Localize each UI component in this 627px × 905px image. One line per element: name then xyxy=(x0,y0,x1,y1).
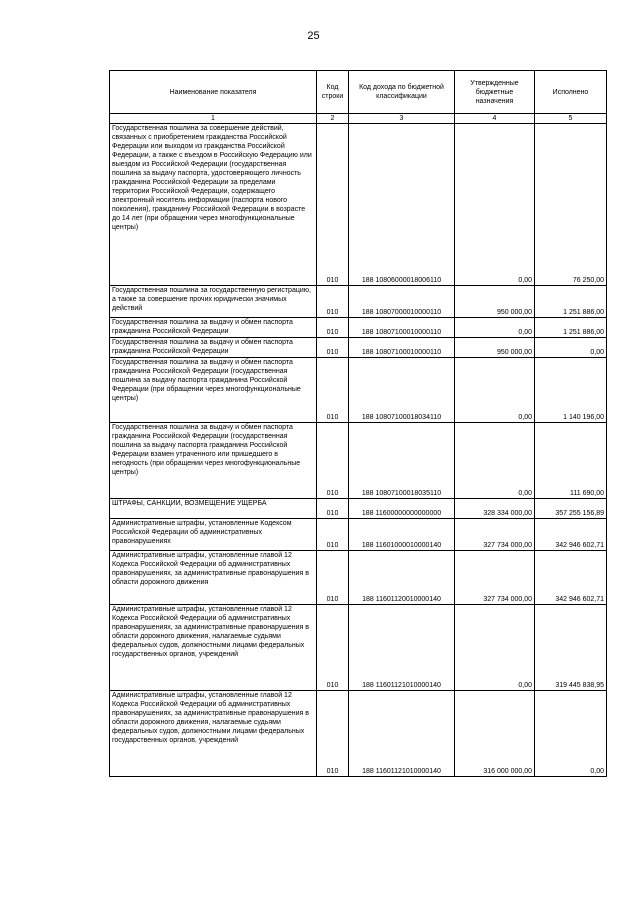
column-number: 4 xyxy=(455,114,535,124)
row-executed: 111 690,00 xyxy=(535,423,607,499)
table-row xyxy=(110,318,607,338)
row-executed: 1 251 886,00 xyxy=(535,318,607,338)
column-number: 1 xyxy=(110,114,317,124)
row-approved: 0,00 xyxy=(455,423,535,499)
row-code: 010 xyxy=(317,318,349,338)
row-code: 010 xyxy=(317,551,349,605)
row-kbk: 188 11601120010000140 xyxy=(349,551,455,605)
row-approved: 950 000,00 xyxy=(455,338,535,358)
table-row xyxy=(110,286,607,318)
header-name: Наименование показателя xyxy=(110,71,317,114)
row-approved: 327 734 000,00 xyxy=(455,519,535,551)
row-executed: 319 445 838,95 xyxy=(535,605,607,691)
row-code: 010 xyxy=(317,499,349,519)
header-row xyxy=(110,71,607,114)
table-row xyxy=(110,605,607,691)
column-number: 3 xyxy=(349,114,455,124)
row-kbk: 188 11601000010000140 xyxy=(349,519,455,551)
row-executed: 76 250,00 xyxy=(535,124,607,286)
row-executed: 342 946 602,71 xyxy=(535,551,607,605)
header-executed: Исполнено xyxy=(535,71,607,114)
row-approved: 0,00 xyxy=(455,124,535,286)
row-code: 010 xyxy=(317,124,349,286)
row-name: Административные штрафы, установленные главой 12 Кодекса Российской Федерации об административных правонарушениях, за административные правонарушения в области дорожного движения xyxy=(110,551,317,605)
row-kbk: 188 10807100010000110 xyxy=(349,318,455,338)
revenue-table xyxy=(109,70,607,777)
column-number-row xyxy=(110,114,607,124)
table-row xyxy=(110,691,607,777)
row-kbk: 188 10807100018034110 xyxy=(349,358,455,423)
column-number: 5 xyxy=(535,114,607,124)
table-row xyxy=(110,519,607,551)
row-code: 010 xyxy=(317,519,349,551)
row-approved: 328 334 000,00 xyxy=(455,499,535,519)
row-kbk: 188 10806000018006110 xyxy=(349,124,455,286)
row-executed: 342 946 602,71 xyxy=(535,519,607,551)
row-kbk: 188 10807100010000110 xyxy=(349,338,455,358)
row-kbk: 188 10807000010000110 xyxy=(349,286,455,318)
table-row xyxy=(110,338,607,358)
row-code: 010 xyxy=(317,691,349,777)
header-approved: Утвержденные бюджетные назначения xyxy=(455,71,535,114)
row-name: Государственная пошлина за совершение действий, связанных с приобретением гражданства Российской Федерации или выходом из гражданства Российской Федерации, а также с въездом в Российскую Федерацию или выездом из Российской Федерации (государственная пошлина за выдачу паспорта, удостоверяющего личность гражданина Российской Федерации за пределами территории Российской Федерации, содержащего электронный носитель информации (паспорта нового поколения), гражданину Российской Федерации в возрасте до 14 лет (при обращении через многофункциональные центры) xyxy=(110,124,317,286)
row-approved: 950 000,00 xyxy=(455,286,535,318)
row-approved: 0,00 xyxy=(455,358,535,423)
row-name: Государственная пошлина за выдачу и обмен паспорта гражданина Российской Федерации xyxy=(110,318,317,338)
row-executed: 357 255 156,89 xyxy=(535,499,607,519)
row-name: Административные штрафы, установленные главой 12 Кодекса Российской Федерации об административных правонарушениях, за административные правонарушения в области дорожного движения, налагаемые судьями федеральных судов, должностными лицами федеральных государственных органов, учреждений xyxy=(110,691,317,777)
row-name: Государственная пошлина за выдачу и обмен паспорта гражданина Российской Федерации xyxy=(110,338,317,358)
row-executed: 0,00 xyxy=(535,338,607,358)
header-kbk: Код дохода по бюджетной классификации xyxy=(349,71,455,114)
row-kbk: 188 11601121010000140 xyxy=(349,605,455,691)
row-kbk: 188 10807100018035110 xyxy=(349,423,455,499)
row-name: Государственная пошлина за выдачу и обмен паспорта гражданина Российской Федерации (государственная пошлина за выдачу паспорта гражданина Российской Федерации взамен утраченного или пришедшего в негодность (при обращении через многофункциональные центры) xyxy=(110,423,317,499)
row-approved: 0,00 xyxy=(455,318,535,338)
row-code: 010 xyxy=(317,338,349,358)
table-row xyxy=(110,124,607,286)
table-row xyxy=(110,423,607,499)
row-approved: 0,00 xyxy=(455,605,535,691)
row-code: 010 xyxy=(317,605,349,691)
row-name: Государственная пошлина за выдачу и обмен паспорта гражданина Российской Федерации (государственная пошлина за выдачу паспорта гражданина Российской Федерации (при обращении через многофункциональные центры) xyxy=(110,358,317,423)
row-name: Административные штрафы, установленные главой 12 Кодекса Российской Федерации об административных правонарушениях, за административные правонарушения в области дорожного движения, налагаемые судьями федеральных судов, должностными лицами федеральных государственных органов, учреждений xyxy=(110,605,317,691)
table-row xyxy=(110,551,607,605)
page-number: 25 xyxy=(307,30,320,42)
table-row xyxy=(110,499,607,519)
row-executed: 1 140 196,00 xyxy=(535,358,607,423)
row-name: Государственная пошлина за государственную регистрацию, а также за совершение прочих юридически значимых действий xyxy=(110,286,317,318)
row-code: 010 xyxy=(317,358,349,423)
column-number: 2 xyxy=(317,114,349,124)
row-name: ШТРАФЫ, САНКЦИИ, ВОЗМЕЩЕНИЕ УЩЕРБА xyxy=(110,499,317,519)
row-kbk: 188 11601121010000140 xyxy=(349,691,455,777)
row-code: 010 xyxy=(317,286,349,318)
row-approved: 327 734 000,00 xyxy=(455,551,535,605)
table-row xyxy=(110,358,607,423)
row-approved: 316 000 000,00 xyxy=(455,691,535,777)
row-code: 010 xyxy=(317,423,349,499)
row-executed: 0,00 xyxy=(535,691,607,777)
header-line-code: Код строки xyxy=(317,71,349,114)
row-kbk: 188 11600000000000000 xyxy=(349,499,455,519)
row-name: Административные штрафы, установленные Кодексом Российской Федерации об административных правонарушениях xyxy=(110,519,317,551)
row-executed: 1 251 886,00 xyxy=(535,286,607,318)
